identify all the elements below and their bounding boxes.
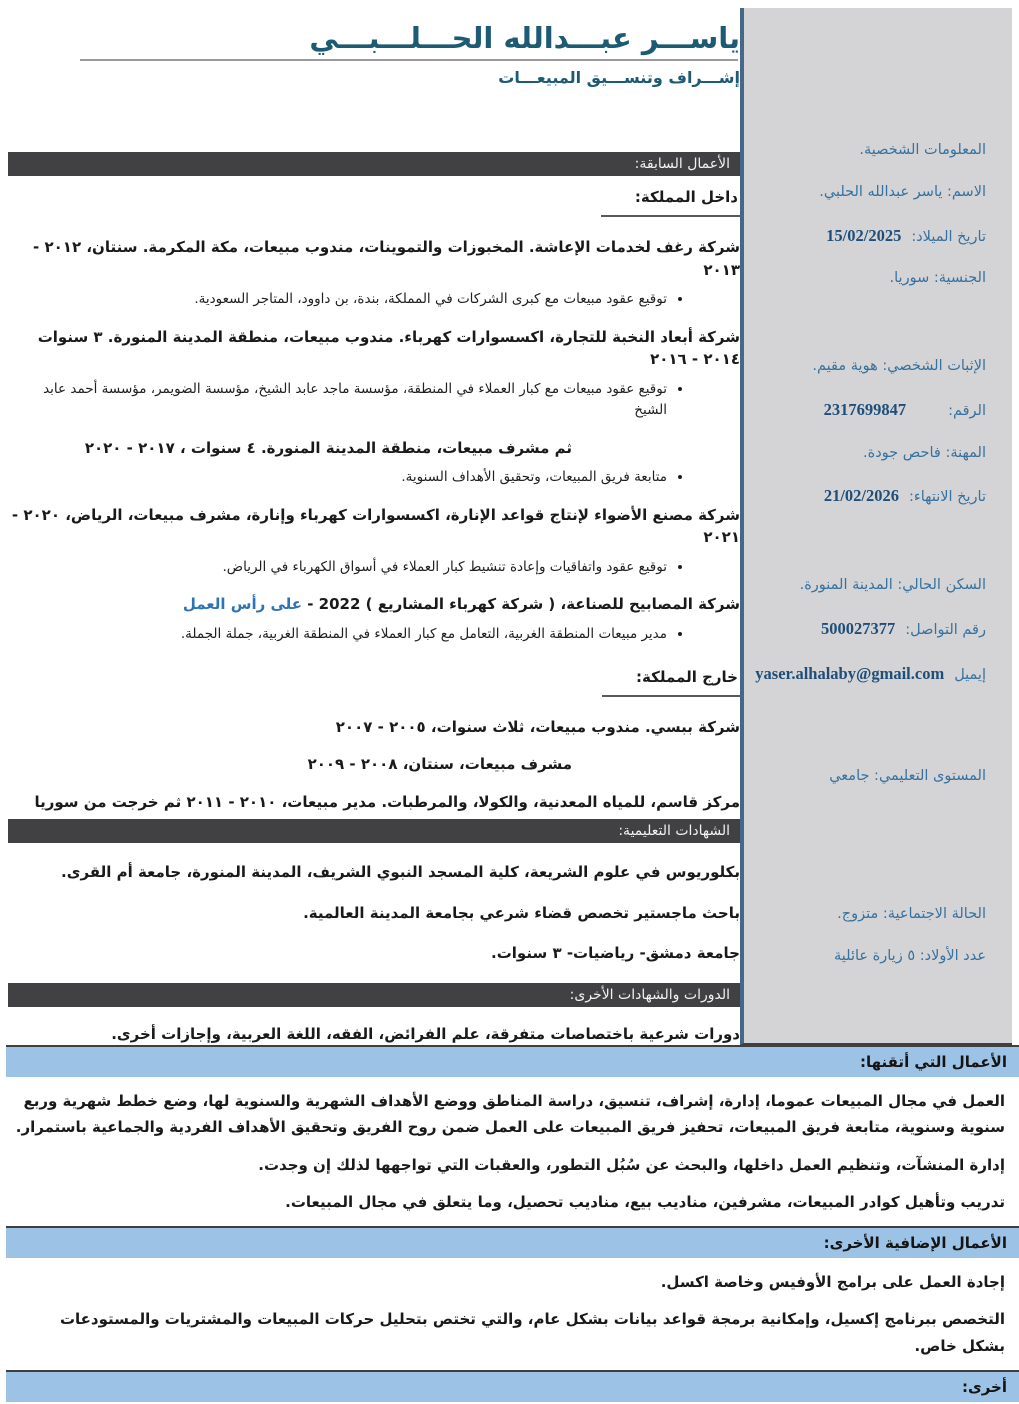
job-bullet: • متابعة فريق المبيعات، وتحقيق الأهداف السنوية. bbox=[8, 467, 667, 489]
phone-label: رقم التواصل: bbox=[905, 621, 986, 638]
personal-section bbox=[758, 140, 986, 290]
personal-info-sidebar bbox=[740, 8, 1012, 1045]
job-title-masabeeh bbox=[8, 593, 740, 616]
header-divider bbox=[80, 59, 738, 61]
children-line: عدد الأولاد: ٥ زيارة عائلية bbox=[834, 947, 986, 964]
job-title-qasem: مركز قاسم، للمياه المعدنية، والكولا، والمرطبات. مدير مبيعات، ٢٠١٠ - ٢٠١١ ثم خرجت من سوريا bbox=[34, 792, 740, 811]
mastered-header: الأعمال التي أتقنها: bbox=[6, 1045, 1019, 1077]
id-type-line: الإثبات الشخصي: هوية مقيم. bbox=[812, 358, 986, 374]
residence-line: السكن الحالي: المدينة المنورة. bbox=[799, 577, 986, 593]
birth-date-value: 15/02/2025 bbox=[826, 225, 902, 245]
education-level-line: المستوى التعليمي: جامعي bbox=[829, 768, 986, 785]
job-bullet: • توقيع عقود مبيعات مع كبرى الشركات في المملكة، بندة، بن داوود، المتاجر السعودية. bbox=[8, 289, 667, 311]
personal-section-title: المعلومات الشخصية. bbox=[859, 142, 986, 158]
id-section bbox=[758, 356, 986, 509]
job-title-pepsi-supervisor: مشرف مبيعات، سنتان، ٢٠٠٨ - ٢٠٠٩ bbox=[307, 755, 572, 774]
current-job-badge: على رأس العمل bbox=[182, 595, 302, 614]
education-item: جامعة دمشق- رياضيات- ٣ سنوات. bbox=[491, 944, 740, 963]
job-bullet: • توقيع عقود مبيعات مع كبار العملاء في المنطقة، مؤسسة ماجد عابد الشيخ، مؤسسة الضويمر، مؤسسة أحمد عابد الشيخ bbox=[8, 379, 667, 422]
nationality-line: الجنسية: سوريا. bbox=[889, 270, 986, 287]
job-bullets bbox=[8, 379, 685, 422]
job-subtitle-supervisor: ثم مشرف مبيعات، منطقة المدينة المنورة. ٤ سنوات ، ٢٠١٧ - ٢٠٢٠ bbox=[84, 438, 572, 457]
document-header bbox=[8, 0, 740, 146]
id-number-value: 2317699847 bbox=[823, 399, 907, 419]
id-number-label: الرقم: bbox=[948, 402, 986, 419]
mastered-paragraph: تدريب وتأهيل كوادر المبيعات، مشرفين، مناديب بيع، مناديب تحصيل، وما يتعلق في مجال المبيعات. bbox=[285, 1192, 1005, 1211]
education-item: باحث ماجستير تخصص قضاء شرعي بجامعة المدينة العالمية. bbox=[303, 903, 740, 922]
mastered-paragraph: العمل في مجال المبيعات عموما، إدارة، إشراف، تنسيق، دراسة المناطق ووضع الأهداف الشهرية والسنوية لها، وضع خطط شهرية وربع سنوية وسنوية، متابعة فريق المبيعات، تحفيز فريق المبيعات على العمل ضمن روح الفريق وتحقيق الأهداف الفردية والجماعية باستمرار. bbox=[15, 1092, 1005, 1137]
job-bullets bbox=[8, 289, 685, 311]
expiry-label: تاريخ الانتهاء: bbox=[909, 489, 986, 506]
id-number-line bbox=[758, 398, 986, 423]
additional-paragraph: التخصص ببرنامج إكسيل، وإمكانية برمجة قواعد بيانات بشكل عام، والتي تختص بتحليل حركات المبيعات والمشتريات والمستودعات بشكل خاص. bbox=[59, 1310, 1005, 1355]
mastered-paragraph: إدارة المنشآت، وتنظيم العمل داخلها، والبحث عن سُبُل التطور، والعقبات التي تواجهها لذلك إن وجدت. bbox=[258, 1155, 1005, 1174]
job-title-pepsi: شركة ببسي. مندوب مبيعات، ثلاث سنوات، ٢٠٠٥ - ٢٠٠٧ bbox=[335, 717, 740, 736]
outside-kingdom-heading: خارج المملكة: bbox=[602, 668, 740, 697]
marital-status-line: الحالة الاجتماعية: متزوج. bbox=[837, 906, 986, 922]
name-line: الاسم: ياسر عبدالله الحلبي. bbox=[819, 183, 986, 200]
job-bullet: • مدير مبيعات المنطقة الغربية، التعامل مع كبار العملاء في المنطقة الغربية، جملة الجملة. bbox=[8, 624, 667, 646]
job-title-raghf: شركة رغف لخدمات الإعاشة. المخبوزات والتموينات، مندوب مبيعات، مكة المكرمة. سنتان، ٢٠١٢ - ٢٠١٣ bbox=[33, 238, 740, 279]
education-level-section bbox=[758, 766, 986, 788]
phone-line bbox=[758, 617, 986, 642]
courses-header: الدورات والشهادات الأخرى: bbox=[8, 983, 740, 1007]
birth-date-label: تاريخ الميلاد: bbox=[911, 228, 986, 245]
job-bullets bbox=[8, 624, 685, 646]
email-line bbox=[755, 662, 986, 687]
course-item: دورات شرعية باختصاصات متفرقة، علم الفرائض، الفقه، اللغة العربية، وإجازات أخرى. bbox=[111, 1024, 740, 1043]
previous-jobs-header: الأعمال السابقة: bbox=[8, 152, 740, 176]
education-header: الشهادات التعليمية: bbox=[8, 819, 740, 843]
job-bullets bbox=[8, 557, 685, 579]
birth-date-line bbox=[758, 224, 986, 249]
family-section bbox=[758, 904, 986, 968]
phone-value: 500027377 bbox=[821, 618, 896, 638]
job-title-text: شركة المصابيح للصناعة، ( شركة كهرباء المشاريع ) 2022 - bbox=[302, 595, 740, 614]
email-value: yaser.alhalaby@gmail.com bbox=[755, 663, 945, 683]
skills-area bbox=[0, 1045, 1019, 1404]
contact-section bbox=[755, 575, 986, 686]
additional-paragraph: إجادة العمل على برامج الأوفيس وخاصة اكسل. bbox=[660, 1273, 1005, 1291]
other-header: أخرى: bbox=[6, 1370, 1019, 1402]
job-title-adwaa: شركة مصنع الأضواء لإنتاج قواعد الإنارة، اكسسوارات كهرباء وإنارة، مشرف مبيعات، الرياض، ٢٠٢٠ - ٢٠٢١ bbox=[11, 505, 740, 547]
inside-kingdom-heading: داخل المملكة: bbox=[601, 188, 740, 217]
job-title-abaad: شركة أبعاد النخبة للتجارة، اكسسوارات كهرباء. مندوب مبيعات، منطقة المدينة المنورة. ٣ سنوات ٢٠١٤ - ٢٠١٦ bbox=[37, 327, 740, 369]
expiry-line bbox=[758, 484, 986, 509]
job-bullet: • توقيع عقود واتفاقيات وإعادة تنشيط كبار العملاء في أسواق الكهرباء في الرياض. bbox=[8, 557, 667, 579]
profession-line: المهنة: فاحص جودة. bbox=[863, 444, 986, 461]
job-bullets bbox=[8, 467, 685, 489]
email-label: إيميل bbox=[954, 666, 986, 683]
candidate-role: إشـــراف وتنســـيق المبيعـــات bbox=[498, 68, 740, 88]
candidate-name: ياســـر عبـــدالله الحـــلـــبـــي bbox=[309, 21, 740, 55]
expiry-value: 21/02/2026 bbox=[823, 486, 900, 506]
additional-header: الأعمال الإضافية الأخرى: bbox=[6, 1226, 1019, 1258]
education-item: بكلوريوس في علوم الشريعة، كلية المسجد النبوي الشريف، المدينة المنورة، جامعة أم القرى. bbox=[61, 863, 740, 882]
